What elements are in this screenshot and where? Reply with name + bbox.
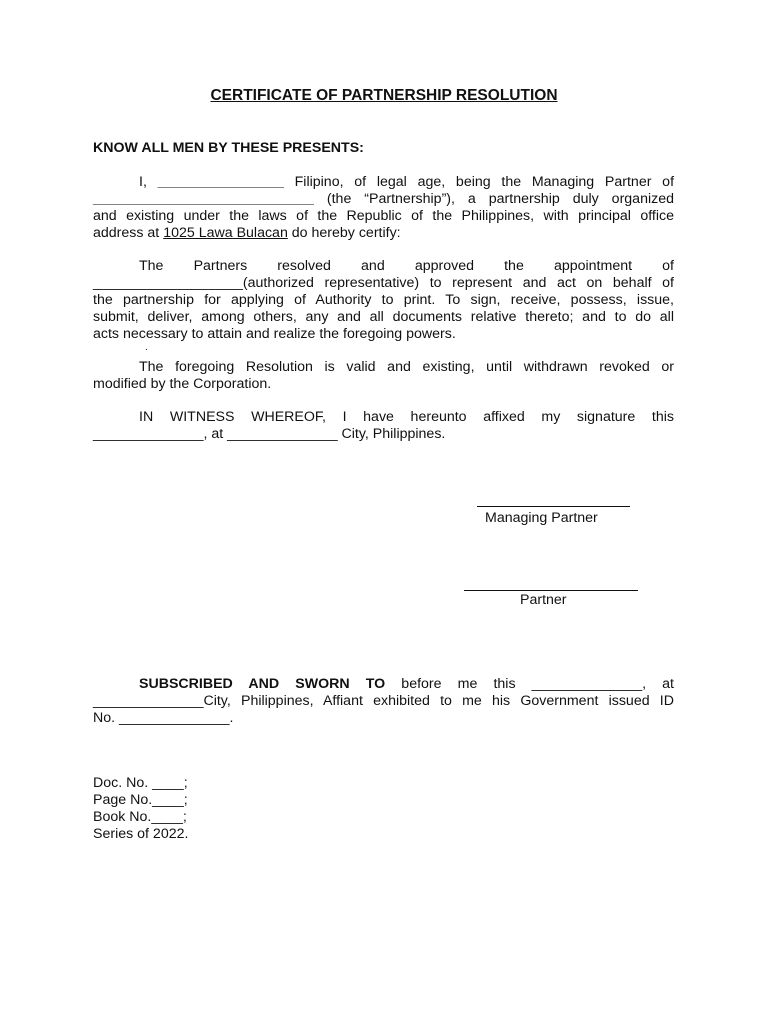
- para2-line2: ___________________(authorized representative) to represent and act on behalf of: [93, 275, 674, 291]
- jurat-line3: No. ______________.: [93, 710, 234, 726]
- para4-line2: ______________, at ______________ City, Philippines.: [93, 426, 446, 442]
- document-title: CERTIFICATE OF PARTNERSHIP RESOLUTION: [210, 87, 558, 104]
- para2-line3: the partnership for applying of Authority to print. To sign, receive, possess, issue,: [93, 292, 674, 308]
- para3-line2: modified by the Corporation.: [93, 376, 272, 392]
- para2-line5: acts necessary to attain and realize the foregoing powers.: [93, 326, 456, 342]
- jurat-line1: SUBSCRIBED AND SWORN TO before me this ______________, at: [139, 676, 675, 692]
- partnership-name-blank: ____________________________: [93, 191, 314, 207]
- paragraph-witness: [93, 409, 674, 443]
- para1-line3: and existing under the laws of the Republic of the Philippines, with principal office: [93, 208, 674, 224]
- para1-line4: address at 1025 Lawa Bulacan do hereby certify:: [93, 225, 401, 241]
- partner-signature-line: [464, 590, 638, 591]
- name-blank: ________________: [157, 174, 284, 190]
- managing-partner-label: Managing Partner: [485, 510, 598, 526]
- doc-no: Doc. No. ____;: [93, 775, 188, 791]
- paragraph-certification: [93, 174, 674, 242]
- salutation: KNOW ALL MEN BY THESE PRESENTS:: [93, 140, 364, 156]
- para3-line1: The foregoing Resolution is valid and existing, until withdrawn revoked or: [139, 359, 674, 375]
- partner-label: Partner: [520, 592, 567, 608]
- paragraph-validity: [93, 359, 674, 393]
- notarial-details: [93, 775, 188, 843]
- para1-line2: ____________________________ (the “Partnership”), a partnership duly organized: [93, 191, 674, 207]
- para2-line4: submit, deliver, among others, any and all documents relative thereto; and to do all: [93, 309, 674, 325]
- book-no: Book No.____;: [93, 809, 187, 825]
- managing-partner-signature-line: [477, 506, 630, 507]
- paragraph-appointment: [93, 258, 674, 343]
- office-address: 1025 Lawa Bulacan: [163, 225, 288, 241]
- paragraph-jurat: [93, 676, 674, 727]
- para4-line1: IN WITNESS WHEREOF, I have hereunto affixed my signature this: [139, 409, 674, 425]
- para1-line1: I, ________________ Filipino, of legal age, being the Managing Partner of: [139, 174, 675, 190]
- jurat-line2: ______________City, Philippines, Affiant exhibited to me his Government issued ID: [93, 693, 674, 709]
- stray-dot: .: [145, 342, 148, 353]
- page-no: Page No.____;: [93, 792, 188, 808]
- para2-line1: The Partners resolved and approved the appointment of: [139, 258, 674, 274]
- series: Series of 2022.: [93, 826, 189, 842]
